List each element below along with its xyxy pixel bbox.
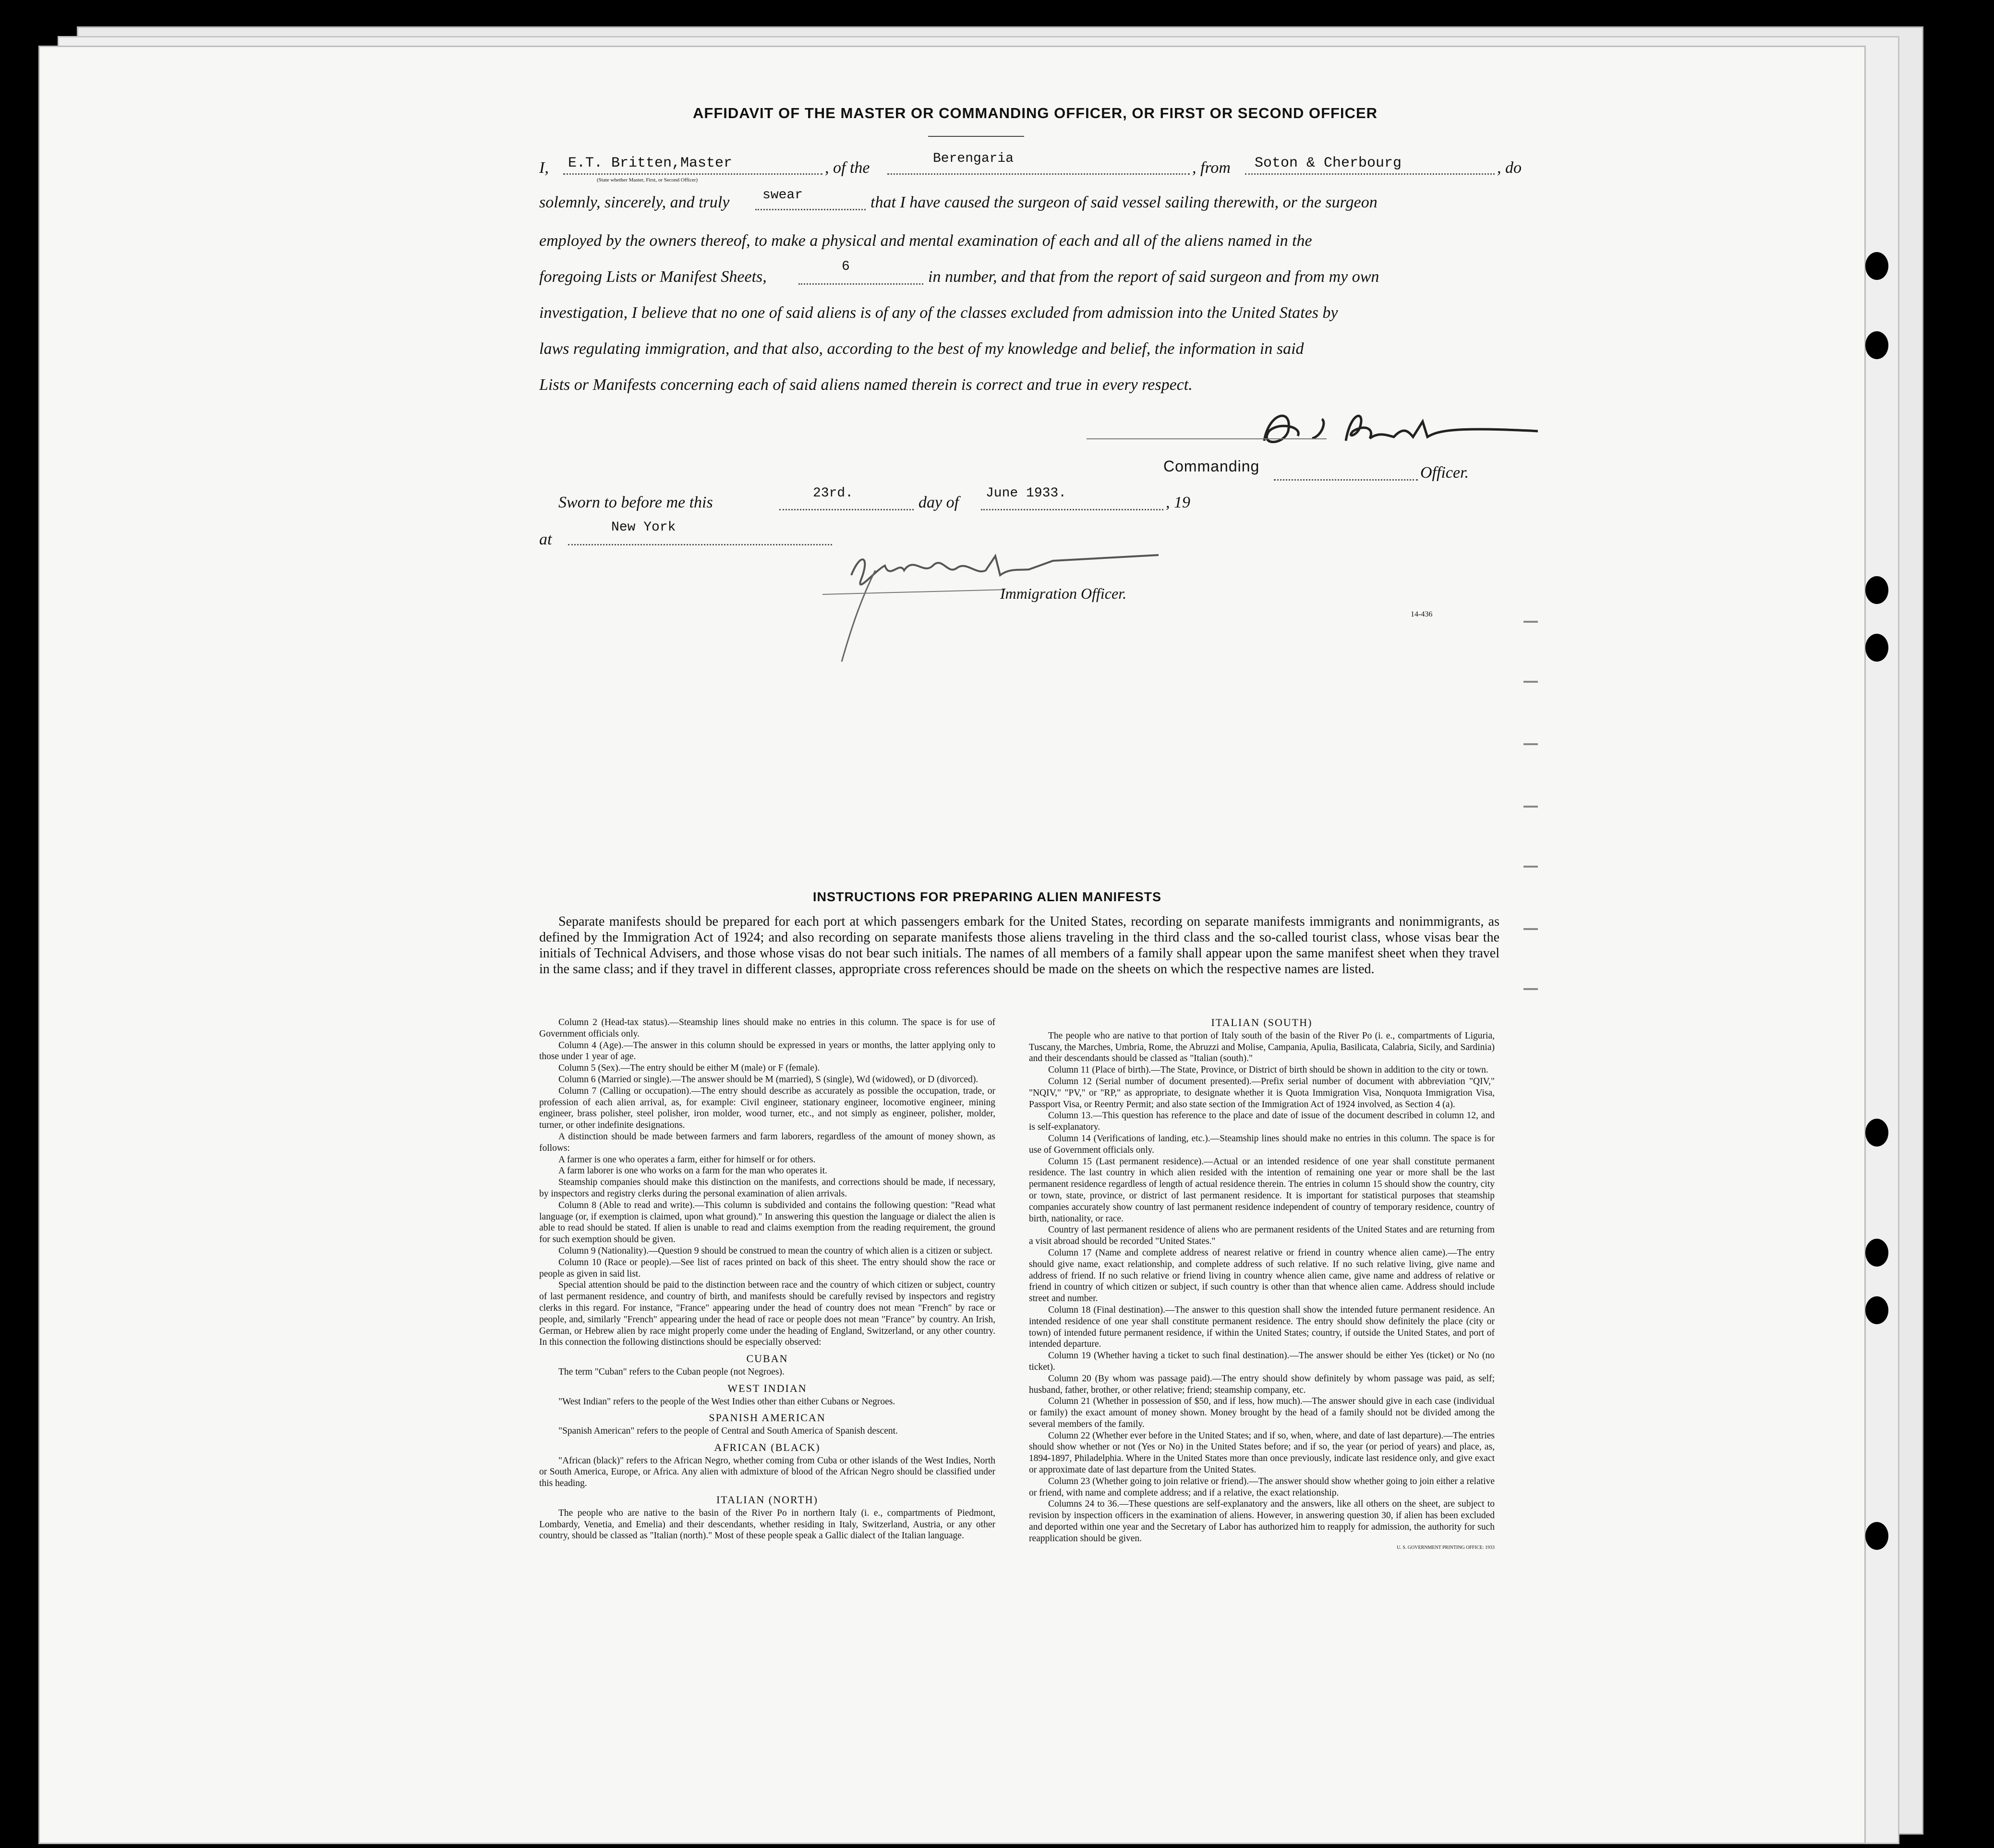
left-paragraph: A farmer is one who operates a farm, either for himself or for others. — [558, 1154, 816, 1165]
right-paragraph: Column 17 (Name and complete address of nearest relative or friend in country whence alien came).—The entry should give name, exact relationship, and complete address of such relative. If no such relative living, give name and address of friend. If no such relative or friend living in country whence alien came, give name and address of relative or friend in country of which citizen or subject, if such country is other than that whence alien came. Address should include street and number. — [1029, 1247, 1495, 1304]
sworn-label: Sworn to before me this — [558, 494, 713, 511]
right-paragraph: Column 12 (Serial number of document presented).—Prefix serial number of document with abbreviation "QIV," "NQIV," "PV," or "RP," as appropriate, to designate whether it is Quota Immigration Visa, Nonquota Immigration Visa, Passport Visa, or Reentry Permit; and also state section of the Immigration Act of 1924 involved, as Section 4 (a). — [1029, 1076, 1495, 1110]
punch-hole — [1865, 576, 1888, 604]
right-paragraph: Column 20 (By whom was passage paid).—The entry should show definitely by whom passage was paid, as self; husband, father, brother, or other relative; friend; steamship company, etc. — [1029, 1373, 1495, 1395]
right-column — [1029, 1017, 1495, 1551]
right-paragraph: Columns 24 to 36.—These questions are self-explanatory and the answers, like all others on the sheet, are subject to revision by inspection officers in the examination of aliens. However, in answering question 30, if alien has been excluded and deported within one year and the Secretary of Labor has authorized him to reapply for admission, the authority for such reapplication should be given. — [1029, 1499, 1495, 1544]
punch-hole — [1865, 252, 1888, 280]
subsection-heading: SPANISH AMERICAN — [709, 1412, 826, 1424]
right-paragraph: Column 14 (Verifications of landing, etc.).—Steamship lines should make no entries in this column. The space is for use of Government officials only. — [1029, 1133, 1495, 1155]
from-port-line — [1245, 173, 1495, 175]
left-column — [539, 1017, 995, 1542]
from-port-value: Soton & Cherbourg — [1255, 155, 1402, 171]
vessel-value: Berengaria — [933, 151, 1014, 166]
punch-hole — [1865, 1296, 1888, 1324]
punch-hole — [1865, 331, 1888, 359]
pronoun: I, — [539, 159, 549, 177]
right-paragraph: Column 15 (Last permanent residence).—Actual or an intended residence of one year shall constitute permanent residence. The last country in which alien resided with the intention of remaining one year or more shall be the last permanent residence regardless of length of actual residence therein. The entries in column 15 should show the country, city or town, state, province, or district of last permanent residence. It is important for statistical purposes that steamship companies accurately show country of last permanent residence independent of country of temporary residence, country of birth, nationality, or race. — [1029, 1156, 1495, 1224]
affidavit-line-1 — [539, 151, 1567, 184]
left-paragraph: Steamship companies should make this distinction on the manifests, and corrections should be made, if necessary, by inspectors and registry clerks during the personal examination of alien arrivals. — [539, 1177, 995, 1199]
title-rule — [928, 136, 1024, 137]
subsection-heading: CUBAN — [746, 1353, 788, 1365]
officer-name-line — [563, 173, 822, 175]
line2-text-b: that I have caused the surgeon of said vessel sailing therewith, or the surgeon — [870, 193, 1378, 211]
subsection-text: The people who are native to the basin of the River Po in northern Italy (i. e., compartments of Piedmont, Lombardy, Venetia, and Emelia) and their descendants, whether residing in Italy, Switzerland, Austria, or any other country, should be classed as "Italian (north)." Most of these people speak a Gallic dialect of the Italian language. — [539, 1508, 995, 1541]
of-the-label: , of the — [825, 159, 870, 177]
sworn-day-value: 23rd. — [813, 486, 854, 501]
subsection-heading: WEST INDIAN — [727, 1382, 807, 1394]
oath-line — [755, 209, 866, 210]
affidavit-line-2 — [539, 188, 1567, 217]
sworn-month-line — [981, 509, 1163, 510]
year-prefix: , 19 — [1166, 494, 1190, 511]
left-paragraph: Column 7 (Calling or occupation).—The entry should describe as accurately as possible the occupation, trade, or profession of each alien arrival, as, for example: Civil engineer, stationary engineer, locomotive engineer, mining engineer, brass polisher, steel polisher, iron molder, wood turner, etc., and not simply as engineer, polisher, molder, turner, or other indefinite designations. — [539, 1086, 995, 1131]
right-paragraph: Column 11 (Place of birth).—The State, Province, or District of birth should be shown in addition to the city or town. — [1048, 1065, 1488, 1075]
sworn-month-value: June 1933. — [986, 486, 1067, 501]
margin-tick — [1523, 621, 1538, 623]
immigration-officer-signature — [803, 542, 1168, 666]
right-paragraph: Column 21 (Whether in possession of $50, and if less, how much).—The answer should give in each case (individual or family) the exact amount of money shown. Money brought by the head of a family should not be divided among the several members of the family. — [1029, 1396, 1495, 1429]
officer-name-value: E.T. Britten,Master — [568, 155, 733, 171]
right-heading: ITALIAN (SOUTH) — [1211, 1016, 1313, 1028]
left-paragraph: Special attention should be paid to the distinction between race and the country of which citizen or subject, country of last permanent residence, and country of birth, and manifests should be carefully revised by inspectors and registry clerks in this regard. For instance, "France" appearing under the head of country does not mean "French" by race or people, and, similarly "French" appearing under the head of race or people does not mean "France" by country. An Irish, German, or Hebrew alien by race might properly come under the heading of England, Switzerland, or any other country. In this connection the following distinctions should be especially observed: — [539, 1280, 995, 1348]
left-paragraph: Column 9 (Nationality).—Question 9 should be construed to mean the country of which alien is a citizen or subject. — [558, 1245, 993, 1256]
subsection-text: The term "Cuban" refers to the Cuban people (not Negroes). — [558, 1366, 785, 1377]
instructions-intro — [539, 914, 1499, 977]
immigration-officer-label: Immigration Officer. — [1000, 585, 1127, 602]
oath-value: swear — [762, 188, 803, 203]
right-paragraph: Country of last permanent residence of aliens who are permanent residents of the United States and are returning from a visit abroad should be recorded "United States." — [1029, 1225, 1495, 1247]
right-paragraph: Column 23 (Whether going to join relative or friend).—The answer should show whether going to join either a relative or friend, with name and complete address; and if a relative, the exact relationship. — [1029, 1476, 1495, 1498]
master-signature-underline — [1087, 438, 1327, 439]
printer-note: U. S. GOVERNMENT PRINTING OFFICE: 1933 — [1397, 1545, 1495, 1550]
left-paragraph: Column 8 (Able to read and write).—This column is subdivided and contains the following question: "Read what language (or, if exemption is claimed, upon what ground)." In answering this question the language or dialect the alien is able to read should be stated. If alien is unable to read and claims exemption from the reading requirement, the ground for such exemption should be given. — [539, 1200, 995, 1245]
right-paragraph: Column 22 (Whether ever before in the United States; and if so, when, where, and date of last departure).—The entries should show whether or not (Yes or No) in the United States before; and if so, the year (or period of years) and place, as, 1894-1897, Philadelphia. Where in the United States more than once previously, indicate last residence only, and give exact or approximate date of last departure from the United States. — [1029, 1430, 1495, 1475]
punch-hole — [1865, 1119, 1888, 1147]
place-value: New York — [611, 520, 676, 535]
manifest-page — [38, 46, 1866, 1844]
sworn-line — [539, 486, 1259, 518]
left-paragraph: Column 6 (Married or single).—The answer should be M (married), S (single), Wd (widowed), or D (divorced). — [558, 1074, 979, 1085]
left-paragraph: Column 5 (Sex).—The entry should be either M (male) or F (female). — [558, 1063, 820, 1074]
day-of-label: day of — [918, 494, 959, 511]
affidavit-line-3: employed by the owners thereof, to make a physical and mental examination of each and all of the aliens named in the — [539, 232, 1312, 250]
commanding-label: Commanding — [1163, 458, 1260, 475]
margin-tick — [1523, 681, 1538, 683]
margin-tick — [1523, 743, 1538, 745]
right-paragraph: Column 13.—This question has reference to the place and date of issue of the document described in column 12, and is self-explanatory. — [1029, 1111, 1495, 1133]
sheet-count-value: 6 — [842, 259, 850, 274]
margin-tick — [1523, 988, 1538, 990]
punch-hole — [1865, 1239, 1888, 1267]
line2-text-a: solemnly, sincerely, and truly — [539, 193, 730, 211]
do-label: , do — [1497, 159, 1522, 177]
margin-tick — [1523, 866, 1538, 868]
margin-tick — [1523, 928, 1538, 930]
sworn-day-line — [779, 509, 914, 510]
punch-hole — [1865, 1522, 1888, 1550]
master-signature — [1250, 402, 1547, 455]
left-paragraph: Column 4 (Age).—The answer in this column should be expressed in years or months, the latter applying only to those under 1 year of age. — [539, 1040, 995, 1062]
affidavit-line-5: investigation, I believe that no one of said aliens is of any of the classes excluded from admission into the United States by — [539, 304, 1338, 322]
subsection-text: "African (black)" refers to the African Negro, whether coming from Cuba or other islands of the West Indies, North or South America, Europe, or Africa. Any alien with admixture of blood of the African Negro should be classified under this heading. — [539, 1455, 995, 1489]
instructions-title: INSTRUCTIONS FOR PREPARING ALIEN MANIFESTS — [813, 890, 1162, 904]
left-paragraph: Column 10 (Race or people).—See list of races printed on back of this sheet. The entry should show the race or people as given in said list. — [539, 1257, 995, 1279]
affidavit-title: AFFIDAVIT OF THE MASTER OR COMMANDING OFFICER, OR FIRST OR SECOND OFFICER — [693, 105, 1378, 121]
subsection-text: "West Indian" refers to the people of the West Indies other than either Cubans or Negroes. — [558, 1396, 895, 1407]
right-paragraph: The people who are native to that portion of Italy south of the basin of the River Po (i. e., compartments of Liguria, Tuscany, the Marches, Umbria, Rome, the Abruzzi and Molise, Campania, Apulia, Basilicata, Calabria, Sicily, and Sardinia) and their descendants should be classed as "Italian (south)." — [1029, 1030, 1495, 1064]
place-line — [568, 544, 832, 545]
left-paragraph: A farm laborer is one who works on a farm for the man who operates it. — [558, 1166, 827, 1176]
officer-signature-line — [1274, 479, 1418, 481]
line4-text-a: foregoing Lists or Manifest Sheets, — [539, 268, 767, 286]
from-label: , from — [1192, 159, 1231, 177]
affidavit-line-6: laws regulating immigration, and that also, according to the best of my knowledge and belief, the information in said — [539, 340, 1304, 358]
affidavit-line-4 — [539, 259, 1567, 292]
line4-text-b: in number, and that from the report of said surgeon and from my own — [928, 268, 1379, 286]
subsection-heading: ITALIAN (NORTH) — [716, 1494, 819, 1506]
subsection-text: "Spanish American" refers to the people of Central and South America of Spanish descent. — [558, 1426, 898, 1437]
left-paragraph: A distinction should be made between farmers and farm laborers, regardless of the amount of money shown, as follows: — [539, 1131, 995, 1153]
subsection-heading: AFRICAN (BLACK) — [714, 1441, 821, 1453]
intro-paragraph: Separate manifests should be prepared for each port at which passengers embark for the United States, recording on separate manifests immigrants and nonimmigrants, as defined by the Immigration Act of 1924; and also recording on separate manifests those aliens traveling in the third class and the so-called tourist class, whose visas bear the initials of Technical Advisers, and those whose visas do not bear such initials. The names of all members of a family shall appear upon the same manifest sheet when they travel in the same class; and if they travel in different classes, appropriate cross references should be made on the sheets on which the respective names are listed. — [539, 914, 1499, 977]
sheet-count-line — [798, 283, 923, 285]
right-paragraph: Column 19 (Whether having a ticket to such final destination).—The answer should be either Yes (ticket) or No (no ticket). — [1029, 1351, 1495, 1372]
left-paragraph: Column 2 (Head-tax status).—Steamship lines should make no entries in this column. The space is for use of Government officials only. — [539, 1017, 995, 1039]
officer-suffix: Officer. — [1420, 464, 1469, 482]
margin-tick — [1523, 806, 1538, 808]
punch-hole — [1865, 634, 1888, 662]
affidavit-line-7: Lists or Manifests concerning each of said aliens named therein is correct and true in every respect. — [539, 376, 1193, 394]
vessel-line — [887, 173, 1190, 175]
form-number: 14-436 — [1411, 610, 1433, 618]
at-label: at — [539, 531, 552, 548]
right-paragraph: Column 18 (Final destination).—The answer to this question shall show the intended future permanent residence. An intended residence of one year shall constitute permanent residence. The entry should show definitely the place (city or town) of intended future permanent residence, if within the United States; country, if outside the United States, and port of intended departure. — [1029, 1304, 1495, 1350]
officer-note: (State whether Master, First, or Second Officer) — [597, 177, 698, 183]
